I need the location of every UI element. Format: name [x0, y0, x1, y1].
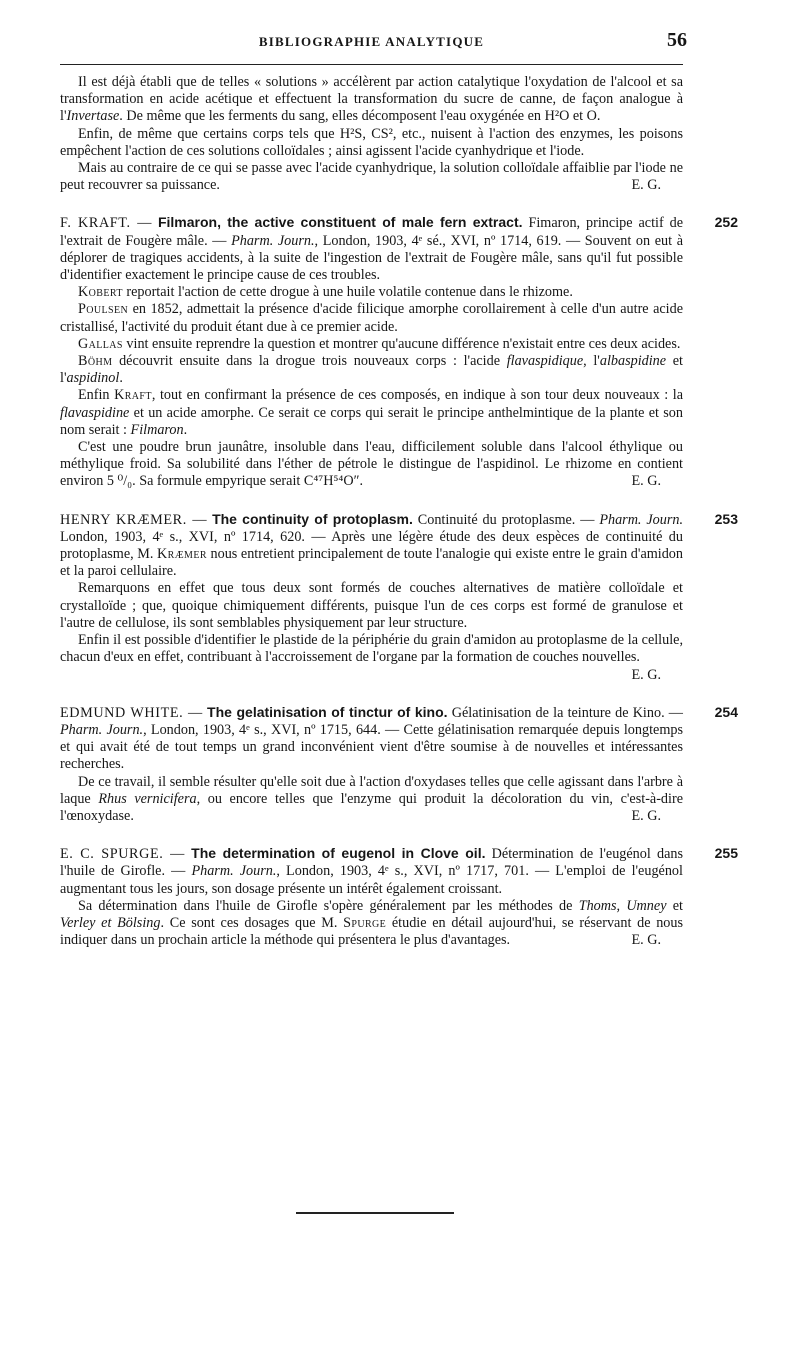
entry-paragraph	[60, 387, 683, 439]
text-run: .	[119, 370, 123, 387]
journal-name: Pharm. Journ.	[599, 511, 684, 528]
text-run: .	[183, 421, 188, 438]
text-run: London, 1903, 4ᵉ s., XVI, nº 1714, 620. — Après une légère étude des deux espèces de continuité du protoplasme, M.	[60, 528, 683, 563]
italic-text: aspidinol	[66, 370, 120, 387]
italic-text: Rhus vernicifera	[98, 790, 197, 807]
journal-name: Pharm. Journ.	[231, 232, 315, 249]
entry-number: 254	[714, 703, 738, 720]
entry-author: E. C. SPURGE. —	[60, 846, 185, 863]
author-name: Kræmer	[157, 546, 207, 563]
text-run: De ce travail, il semble résulter qu'elle soit due à l'action d'oxydases telles que celle agissant dans l'arbre à laque	[60, 773, 683, 807]
entry-number: 252	[714, 214, 738, 231]
entry-author: EDMUND WHITE. —	[60, 704, 203, 721]
entry-heading	[60, 845, 738, 898]
text-run: Détermination de l'eugénol dans l'huile de Girofle. —	[60, 846, 684, 880]
end-rule	[296, 1212, 454, 1214]
entry-title: The gelatinisation of tinctur of kino.	[207, 703, 448, 720]
entry-title: The continuity of protoplasm.	[212, 510, 413, 527]
text-run: , London, 1903, 4ᵉ s., XVI, nº 1715, 644. — Cette gélatinisation remarquée depuis longtemps et qui avait été de tout temps un grand inconvénient vient d'être soumise à de nouvelles et intéressantes recherches.	[60, 721, 683, 773]
running-header	[60, 28, 687, 65]
journal-name: Pharm. Journ.	[191, 863, 277, 880]
text-run: et un acide amorphe. Ce serait ce corps qui serait le principe anthelmintique de la plante et son nom serait :	[60, 404, 683, 438]
entry-paragraph	[60, 898, 683, 950]
text-run: Fimaron, principe actif de l'extrait de Fougère mâle. —	[60, 215, 684, 249]
entry-paragraph	[60, 284, 683, 301]
italic-text: flavaspidine	[60, 404, 130, 421]
author-name: Gallas	[78, 335, 123, 352]
entry-title: The determination of eugenol in Clove oil.	[191, 845, 486, 862]
entry-255	[60, 845, 738, 949]
page-body	[60, 74, 738, 949]
text-run: C'est une poudre brun jaunâtre, insoluble dans l'eau, difficilement soluble dans l'alcool éthylique ou méthylique froid. Sa solubilité dans l'éther de pétrole le distingue de l'aspidinol. Le rhizome en contient environ 5 ⁰/₀. Sa formule empyrique serait C⁴⁷H⁵⁴O″.	[60, 439, 683, 490]
signature: E. G.	[631, 177, 661, 194]
intro-paragraph	[60, 160, 683, 194]
text-run: , ou encore telles que l'enzyme qui produit la décoloration du vin, c'est-à-dire l'œnoxydase.	[60, 790, 683, 824]
text-run: , London, 1903, 4ᵉ s., XVI, nº 1717, 701. — L'emploi de l'eugénol augmentant tous les jours, son dosage présente un intérêt également croissant.	[60, 863, 683, 897]
entry-paragraph: Remarquons en effet que tous deux sont formés de couches alternatives de matière colloïdale et crystalloïde ; que, quoique chimiquement différents, puisque l'un de ces corps est formé de granulose et l'autre de cellulose, ils sont semblables physiquement par leur structure.	[60, 580, 683, 631]
text-run: . De même que les ferments du sang, elles décomposent l'eau oxygénée en H²O et O.	[119, 108, 601, 125]
entry-number: 253	[714, 510, 738, 527]
text-run: étudie en détail aujourd'hui, se réservant de nous indiquer dans un prochain article la méthode qui présentera le plus d'avantages.	[60, 914, 683, 949]
signature: E. G.	[631, 932, 661, 949]
page-number: 56	[667, 29, 687, 51]
entry-paragraph	[60, 336, 683, 353]
entry-paragraph	[60, 774, 683, 826]
intro-section	[60, 74, 683, 194]
author-name: Poulsen	[78, 301, 129, 318]
entry-254	[60, 703, 738, 825]
text-run: , l'	[583, 353, 600, 370]
running-title: BIBLIOGRAPHIE ANALYTIQUE	[258, 34, 485, 49]
italic-text: flavaspidique	[506, 353, 584, 370]
text-run: Mais au contraire de ce qui se passe avec l'acide cyanhydrique, la solution colloïdale affaiblie par l'iode ne peut recouvrer sa puissance.	[60, 160, 683, 194]
entry-paragraph	[60, 439, 683, 491]
entry-heading	[60, 703, 738, 774]
entry-heading	[60, 510, 738, 581]
text-run: et l'	[60, 353, 683, 387]
entry-number: 255	[714, 845, 738, 862]
italic-text: Verley et Bölsing	[60, 914, 161, 931]
text-run: , London, 1903, 4ᵉ sé., XVI, nº 1714, 619. — Souvent on eut à déplorer de tragiques accidents, à la suite de l'ingestion de l'extrait de Fougère mâle, sans qu'il fut possible d'identifier exactement le principe cause de ces troubles.	[60, 232, 683, 284]
signature: E. G.	[631, 666, 661, 683]
text-run: , tout en confirmant la présence de ces composés, en indique à son tour deux nouveaux : la	[151, 387, 683, 404]
entry-252	[60, 214, 738, 490]
italic-text: Thoms, Umney	[578, 897, 667, 914]
text-run: Enfin il est possible d'identifier le plastide de la périphérie du grain d'amidon au protoplasme de la cellule, chacun d'eux en effet, contribuant à l'accroissement de l'organe par la formation de couches nouvelles.	[60, 632, 683, 666]
intro-paragraph	[60, 74, 683, 126]
text-run: et	[666, 897, 683, 914]
entry-author: HENRY KRÆMER. —	[60, 511, 208, 528]
text-run: découvrit ensuite dans la drogue trois nouveaux corps : l'acide	[112, 353, 507, 370]
intro-paragraph: Enfin, de même que certains corps tels que H²S, CS², etc., nuisent à l'action des enzymes, les poisons empêchent l'action de ces solutions colloïdales ; ainsi agissent l'acide cyanhydrique et l'iode.	[60, 125, 683, 159]
entry-paragraph	[60, 301, 683, 335]
author-name: Böhm	[78, 353, 113, 370]
text-run: Gélatinisation de la teinture de Kino. —	[447, 704, 683, 721]
entry-paragraph	[60, 353, 683, 387]
text-run: Continuité du protoplasme. —	[412, 511, 595, 528]
entry-author: F. KRAFT. —	[60, 215, 152, 232]
entry-heading	[60, 214, 738, 284]
author-name: Spurge	[343, 914, 387, 931]
text-run: . Ce sont ces dosages que M.	[160, 914, 344, 931]
text-run: Sa détermination dans l'huile de Girofle s'opère généralement par les méthodes de	[78, 897, 579, 914]
text-run: en 1852, admettait la présence d'acide filicique amorphe corollairement à celle d'un autre acide cristallisé, l'activité du produit étant due à ce premier acide.	[60, 301, 683, 335]
text-run: Enfin	[78, 387, 115, 404]
italic-text: Invertase	[66, 108, 120, 125]
text-run: vint ensuite reprendre la question et montrer qu'aucune différence n'existait entre ces deux acides.	[122, 335, 681, 352]
italic-text: albaspidine	[599, 353, 667, 370]
text-run: reportait l'action de cette drogue à une huile volatile contenue dans le rhizome.	[122, 284, 573, 301]
entry-title: Filmaron, the active constituent of male fern extract.	[157, 214, 523, 231]
text-run: nous entretient principalement de toute l'analogie qui existe entre le grain d'amidon et la paroi cellulaire.	[60, 546, 683, 580]
author-name: Kraft	[114, 387, 152, 404]
text-run: Il est déjà établi que de telles « solutions » accélèrent par action catalytique l'oxydation de l'alcool et sa transformation en acide acétique et effectuent la transformation du sucre de canne, de façon analogue à l'	[60, 74, 683, 125]
signature: E. G.	[631, 473, 661, 490]
author-name: Kobert	[78, 284, 123, 301]
italic-text: Filmaron	[130, 421, 184, 438]
signature: E. G.	[631, 807, 661, 824]
journal-name: Pharm. Journ.	[60, 721, 144, 738]
entry-paragraph	[60, 632, 683, 666]
entry-253	[60, 510, 738, 684]
